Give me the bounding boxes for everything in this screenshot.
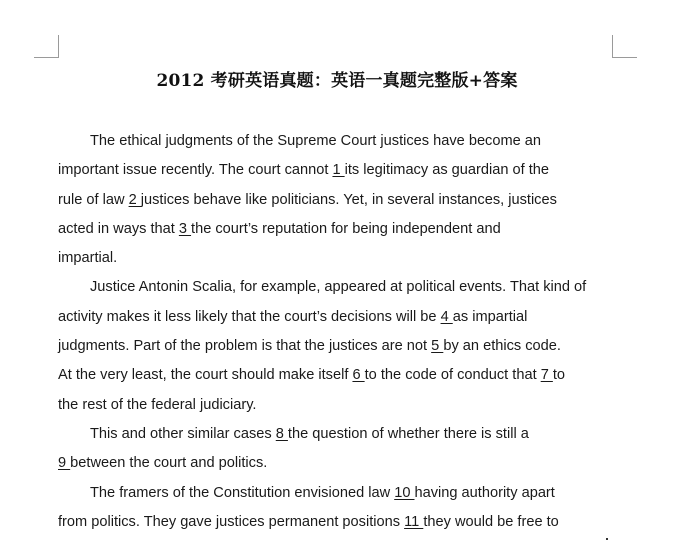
text-run: the rest of the federal judiciary. xyxy=(58,396,257,413)
text-run: between the court and politics. xyxy=(70,455,268,472)
text-run: The framers of the Constitution envisioned law xyxy=(90,484,395,501)
text-run: The ethical judgments of the Supreme Court justices have become an xyxy=(90,133,542,149)
text-line xyxy=(58,273,618,302)
text-run: justices behave like politicians. Yet, in several instances, justices xyxy=(140,191,557,208)
answer-blank: 10 xyxy=(394,484,415,501)
text-run: its legitimacy as guardian of the xyxy=(344,162,550,179)
answer-blank: 1 xyxy=(332,162,345,179)
answer-blank: 4 xyxy=(440,308,453,325)
text-run: Justice Antonin Scalia, for example, appeared at political events. That kind of xyxy=(90,279,587,296)
text-line xyxy=(58,186,618,215)
text-line xyxy=(58,303,618,332)
document-title: 2012 考研英语真题：英语一真题完整版+答案 xyxy=(156,71,518,91)
text-run: from politics. They gave justices permanent positions xyxy=(58,513,405,530)
text-line xyxy=(58,215,618,244)
text-run: they would be free to xyxy=(423,513,559,530)
text-line xyxy=(58,449,618,478)
text-run: impartial. xyxy=(58,250,118,267)
text-line xyxy=(58,361,618,390)
answer-blank: 8 xyxy=(275,425,288,442)
text-run: rule of law xyxy=(58,191,129,208)
page-edge-dot xyxy=(606,538,608,540)
text-run: This and other similar cases xyxy=(90,425,276,442)
answer-blank: 3 xyxy=(178,220,192,237)
answer-blank: 7 xyxy=(540,367,553,384)
text-run: the question of whether there is still a xyxy=(287,425,529,442)
text-run: acted in ways that xyxy=(58,220,179,237)
text-line xyxy=(58,479,618,508)
answer-blank: 2 xyxy=(128,191,141,208)
text-run: activity makes it less likely that the court’s decisions will be xyxy=(58,308,441,325)
answer-blank: 9 xyxy=(58,455,71,472)
text-run: as impartial xyxy=(452,308,528,325)
text-line xyxy=(58,420,618,449)
answer-blank: 6 xyxy=(352,367,365,384)
text-run: At the very least, the court should make itself xyxy=(58,367,353,384)
text-run: the court’s reputation for being independent and xyxy=(191,220,501,237)
text-run: important issue recently. The court cannot xyxy=(58,162,333,179)
document-body[interactable] xyxy=(58,127,618,537)
text-line xyxy=(58,156,618,185)
text-line xyxy=(58,332,618,361)
text-run: to xyxy=(552,367,566,384)
text-line xyxy=(58,391,618,420)
text-line xyxy=(58,508,618,537)
text-run: judgments. Part of the problem is that the justices are not xyxy=(58,338,432,355)
text-run: by an ethics code. xyxy=(443,338,561,355)
text-line xyxy=(58,244,618,273)
page-corner-mark-right xyxy=(612,35,637,58)
text-run: having authority apart xyxy=(414,484,555,501)
page-corner-mark-left xyxy=(34,35,59,58)
answer-blank: 5 xyxy=(431,338,444,355)
answer-blank: 11 xyxy=(404,513,424,530)
text-run: to the code of conduct that xyxy=(364,367,541,384)
text-line xyxy=(58,127,618,156)
